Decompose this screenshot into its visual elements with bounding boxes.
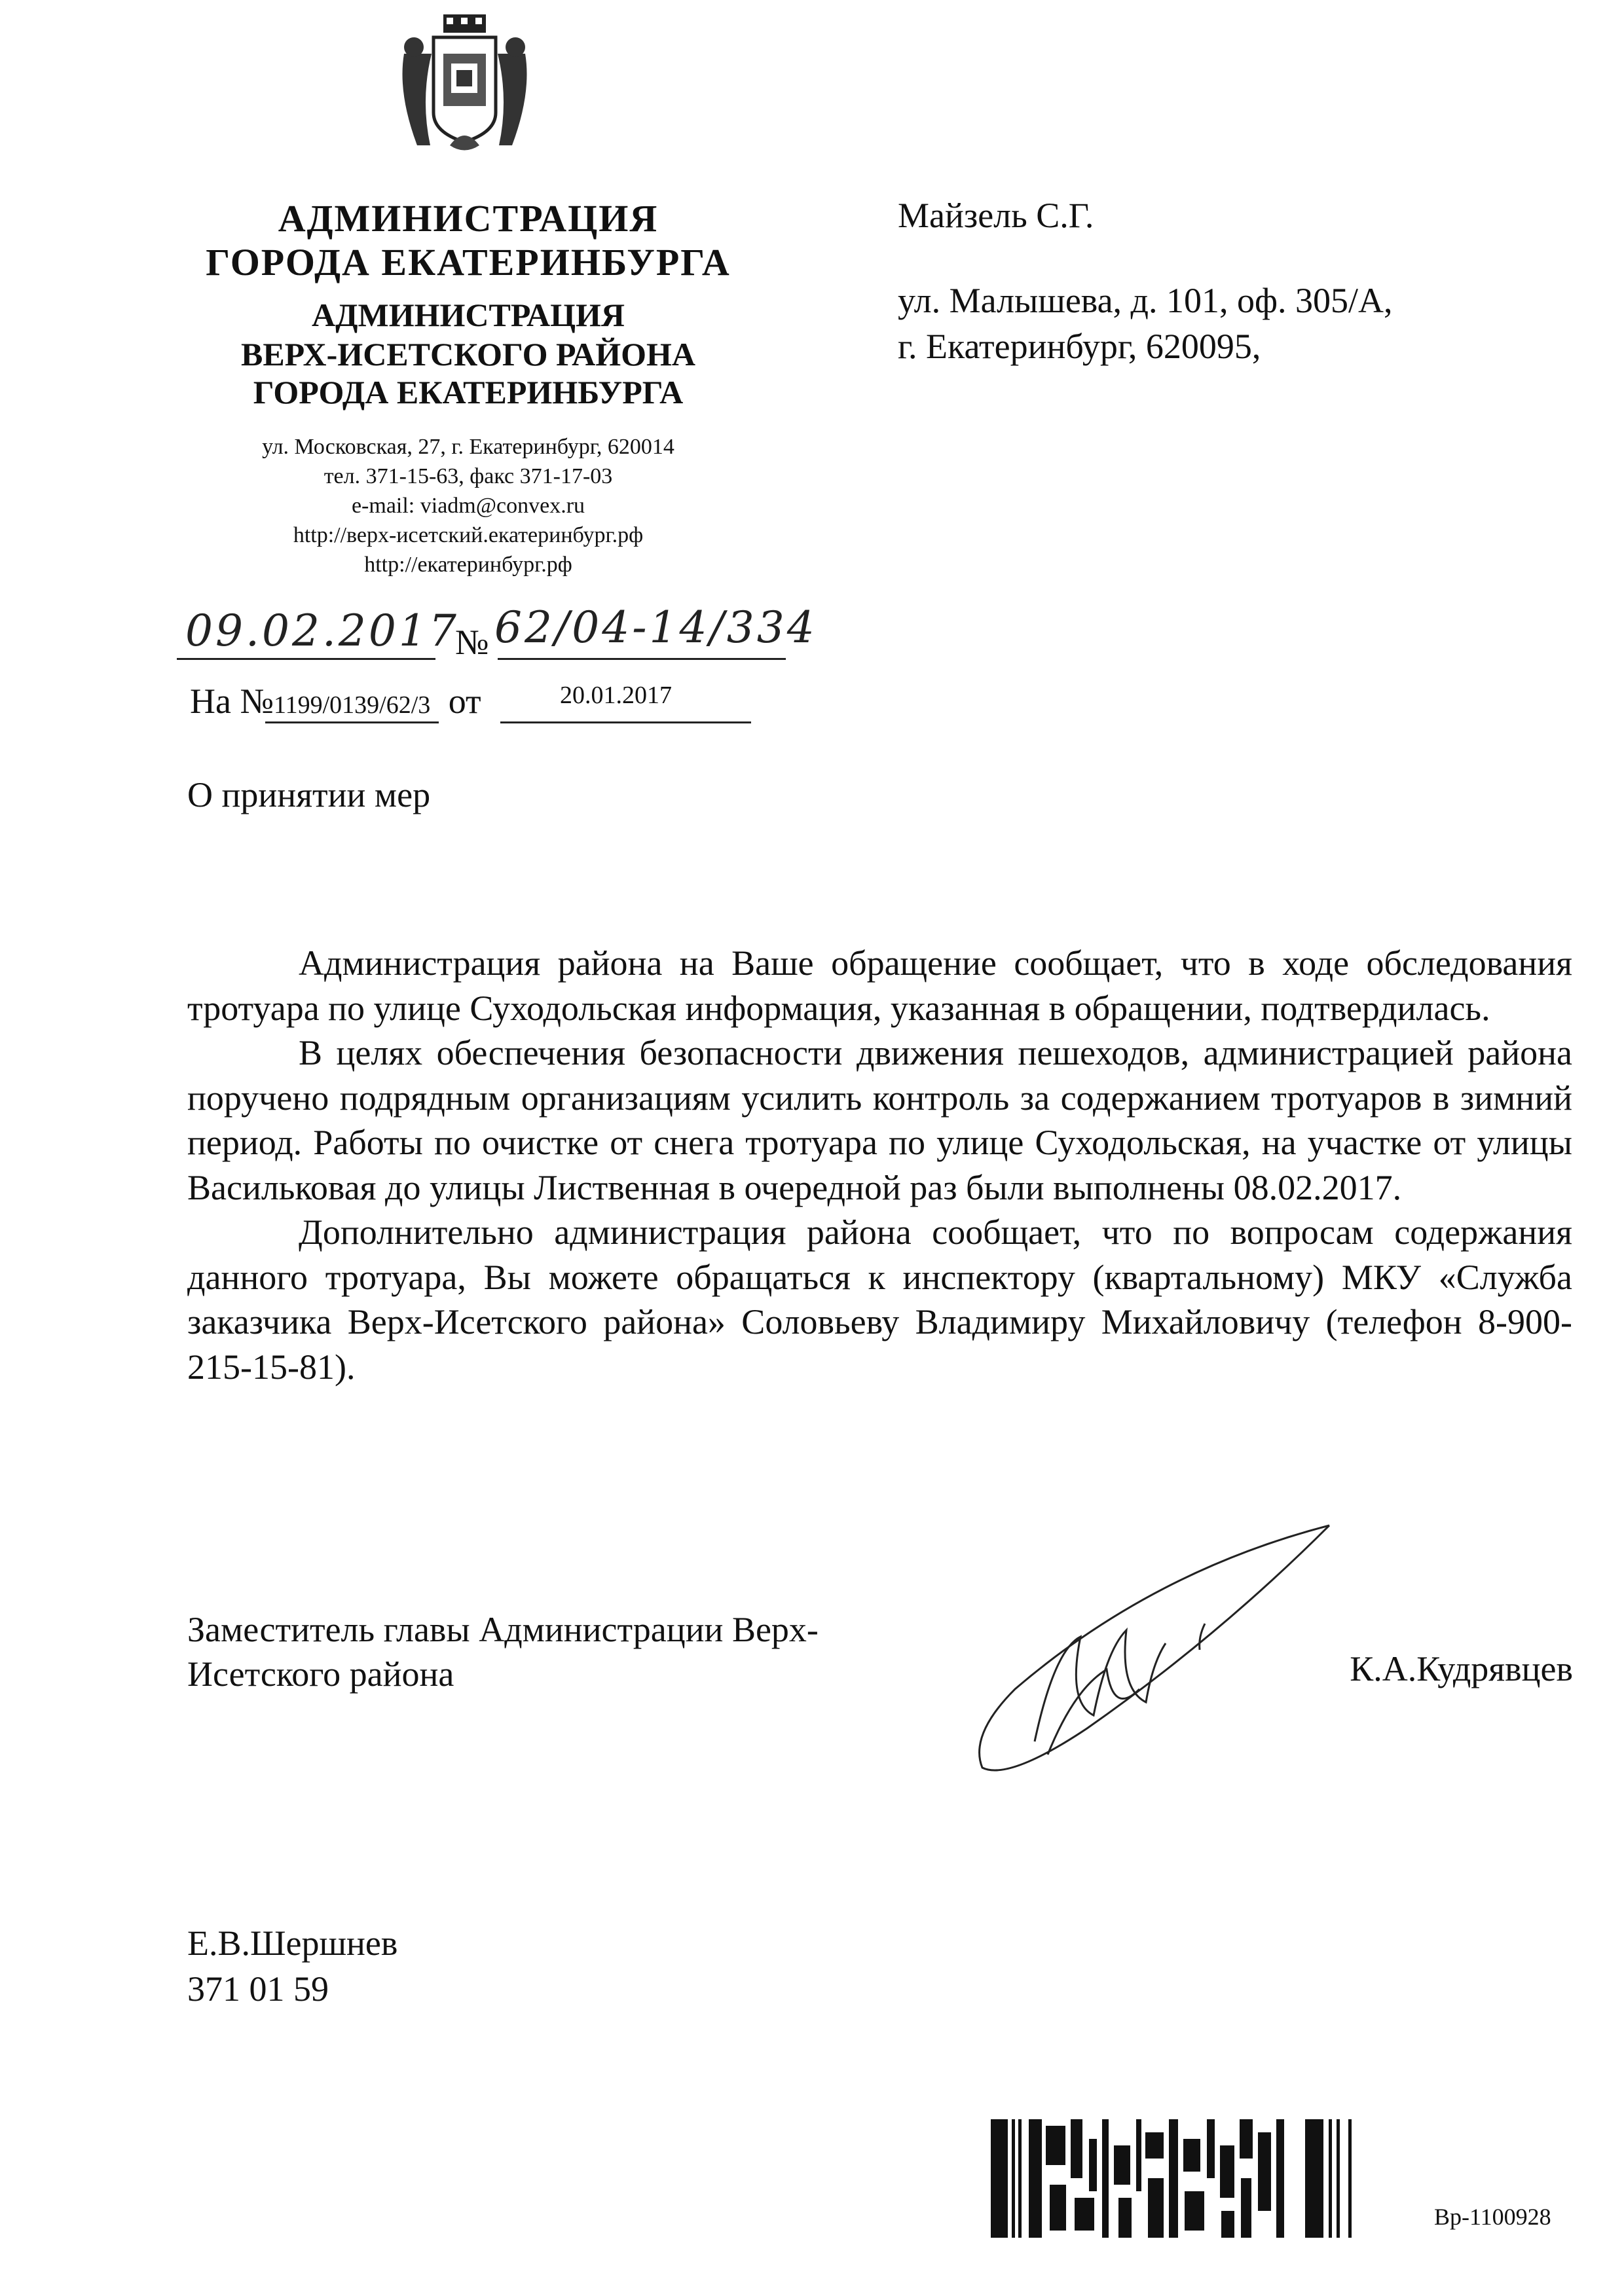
sender-contacts [164, 432, 773, 579]
recipient-address-line2: г. Екатеринбург, 620095, [898, 327, 1261, 366]
dept-name-line1: АДМИНИСТРАЦИЯ [312, 297, 625, 333]
sender-site1: http://верх-исетский.екатеринбург.рф [293, 523, 644, 547]
org-name-line2: ГОРОДА ЕКАТЕРИНБУРГА [206, 241, 731, 283]
barcode-code: Вр-1100928 [1434, 2204, 1551, 2230]
outgoing-date: 09.02.2017 [185, 606, 459, 656]
paragraph: Дополнительно администрация района сообщает, что по вопросам содержания данного тротуара, Вы можете обращаться к инспектору (квартальному) МКУ «Служба заказчика Верх-Исетского района» Соловьеву Владимиру Михайловичу (телефон 8-900-215-15-81). [187, 1212, 1572, 1387]
org-name-line1: АДМИНИСТРАЦИЯ [278, 197, 659, 240]
barcode-icon [991, 2119, 1377, 2238]
paragraph: В целях обеспечения безопасности движения пешеходов, администрацией района поручено подрядным организациям усилить контроль за содержанием тротуаров в зимний период. Работы по очистке от снега тротуара по улице Суходольская, на участке от улицы Васильковая до улицы Лиственная в очередной раз были выполнены 08.02.2017. [187, 1033, 1572, 1207]
subject: О принятии мер [187, 775, 431, 814]
outgoing-number: 62/04-14/334 [494, 602, 817, 653]
recipient-address-line1: ул. Малышева, д. 101, оф. 305/А, [898, 281, 1393, 320]
executor-name: Е.В.Шершнев [187, 1923, 398, 1963]
sender-address: ул. Московская, 27, г. Екатеринбург, 620014 [262, 435, 674, 459]
dept-name-line2: ВЕРХ-ИСЕТСКОГО РАЙОНА [240, 336, 696, 373]
number-underline [498, 658, 786, 660]
reply-prefix: На № [190, 682, 274, 721]
reply-date-underline [500, 721, 751, 723]
dept-name-line3: ГОРОДА ЕКАТЕРИНБУРГА [253, 374, 684, 410]
handwritten-signature [956, 1519, 1336, 1781]
recipient-name: Майзель С.Г. [898, 196, 1094, 235]
sender-phone: тел. 371-15-63, факс 371-17-03 [323, 464, 613, 488]
reply-reference [190, 681, 481, 721]
paragraph: Администрация района на Ваше обращение сообщает, что в ходе обследования тротуара по улице Суходольская информация, указанная в обращении, подтвердилась. [187, 943, 1572, 1028]
sender-site2: http://екатеринбург.рф [364, 553, 572, 577]
letter-body [187, 941, 1572, 1389]
sender-email: e-mail: viadm@convex.ru [351, 494, 585, 518]
number-sign: № [455, 623, 489, 662]
signatory-name: К.А.Кудрявцев [1350, 1649, 1573, 1688]
signatory-title-line1: Заместитель главы Администрации Верх- [187, 1610, 819, 1649]
date-underline [177, 658, 435, 660]
reply-date: 20.01.2017 [560, 682, 672, 709]
reply-number-underline [265, 721, 439, 723]
executor-phone: 371 01 59 [187, 1969, 329, 2009]
reply-number: 1199/0139/62/3 [274, 691, 431, 719]
reply-from: от [448, 682, 481, 721]
signatory-title-line2: Исетского района [187, 1654, 454, 1694]
coat-of-arms-icon [397, 14, 532, 155]
